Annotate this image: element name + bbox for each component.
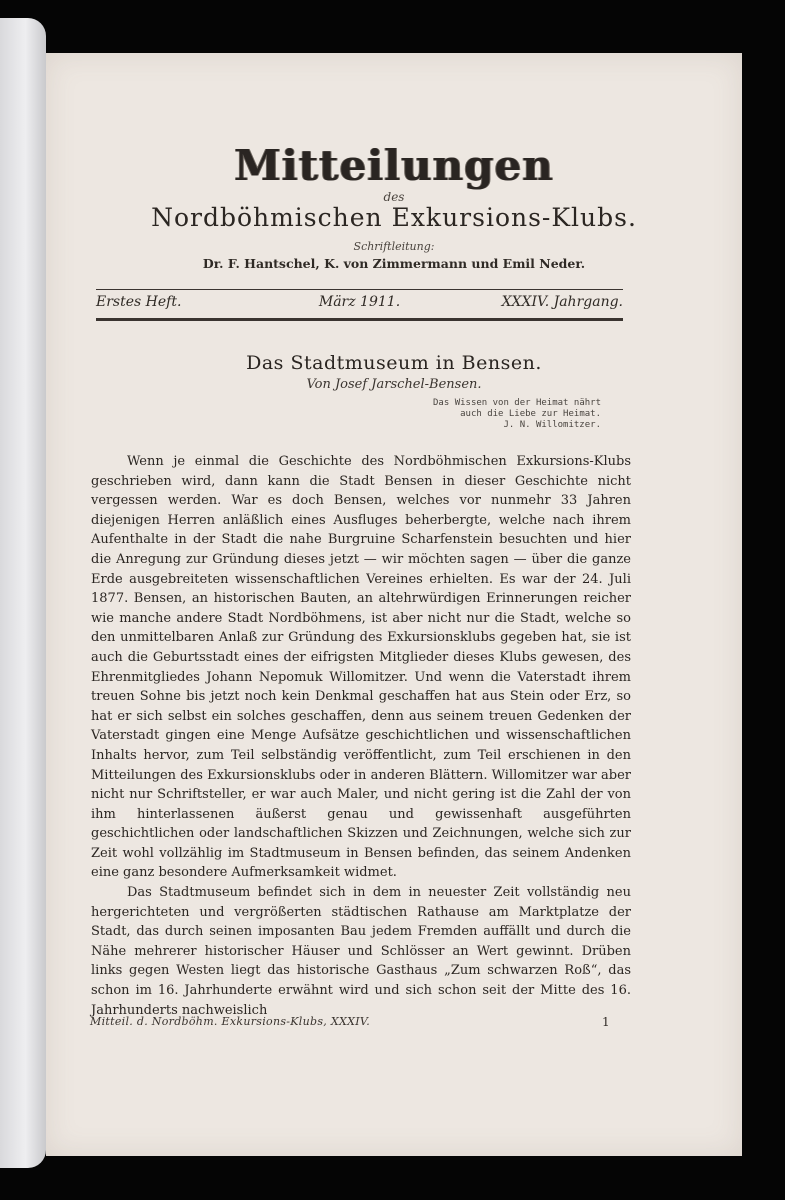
masthead-title: Mitteilungen [234, 141, 554, 190]
article-title: Das Stadtmuseum in Bensen. [246, 352, 542, 374]
article-body [91, 452, 631, 1020]
journal-page [46, 53, 742, 1156]
page-number: 1 [602, 1015, 610, 1029]
epigraph [386, 398, 601, 431]
left-page-edge [0, 18, 46, 1168]
editorship-label: Schriftleitung: [353, 240, 435, 253]
masthead-subtitle: Nordböhmischen Exkursions-Klubs. [151, 203, 637, 232]
body-paragraph: Das Stadtmuseum befindet sich in dem in neuester Zeit vollständig neu hergerichteten und vergrößerten städtischen Rathause am Marktplatze der Stadt, das durch seinen imposanten Bau jedem Fremden auffällt und durch die Nähe mehrerer historischer Häuser und Schlösser an Wert gewinnt. Drüben links gegen Westen liegt das historische Gasthaus „Zum schwarzen Roß“, das schon im 16. Jahrhunderte erwähnt wird und sich schon seit der Mitte des 16. Jahrhunderts nachweislich [91, 885, 631, 1018]
issue-volume: XXXIV. Jahrgang. [501, 294, 623, 310]
footer-journal-ref: Mitteil. d. Nordböhm. Exkursions-Klubs, XXXIV. [90, 1015, 371, 1028]
issue-rule-bottom [96, 318, 623, 321]
masthead-des: des [383, 190, 405, 204]
epigraph-attribution: J. N. Willomitzer. [503, 420, 601, 430]
issue-rule-top [96, 289, 623, 290]
body-paragraph: Wenn je einmal die Geschichte des Nordböhmischen Exkursions-Klubs geschrieben wird, dann kann die Stadt Bensen in dieser Geschichte nicht vergessen werden. War es doch Bensen, welches vor nunmehr 33 Jahren diejenigen Herren anläßlich eines Ausfluges beherbergte, welche nach ihrem Aufenthalte in der Stadt die nahe Burgruine Scharfenstein besuchten und hier die Anregung zur Gründung dieses jetzt — wir möchten sagen — über die ganze Erde ausgebreiteten wissenschaftlichen Vereines erhielten. Es war der 24. Juli 1877. Bensen, an historischen Bauten, an altehrwürdigen Erinnerungen reicher wie manche andere Stadt Nordböhmens, ist aber nicht nur die Stadt, welche so den unmittelbaren Anlaß zur Gründung des Exkursionsklubs gegeben hat, sie ist auch die Geburtsstadt eines der eifrigsten Mitglieder dieses Klubs gewesen, des Ehrenmitgliedes Johann Nepomuk Willomitzer. Und wenn die Vaterstadt ihrem treuen Sohne bis jetzt noch kein Denkmal geschaffen hat aus Stein oder Erz, so hat er sich selbst ein solches geschaffen, denn aus seinem treuen Gedenken der Vaterstadt gingen eine Menge Aufsätze geschichtlichen und wissenschaftlichen Inhalts hervor, zum Teil selbständig veröffentlicht, zum Teil erschienen in den Mitteilungen des Exkursionsklubs oder in anderen Blättern. Willomitzer war aber nicht nur Schriftsteller, er war auch Maler, und nicht gering ist die Zahl der von ihm hinterlassenen äußerst genau und gewissenhaft ausgeführten geschichtlichen oder landschaftlichen Skizzen und Zeichnungen, welche sich zur Zeit wohl vollzählig im Stadtmuseum in Bensen befinden, das seinem Andenken eine ganz besondere Aufmerksamkeit widmet. [91, 454, 631, 881]
epigraph-line: auch die Liebe zur Heimat. [460, 409, 601, 419]
article-author: Von Josef Jarschel-Bensen. [306, 377, 482, 392]
issue-info-row [96, 294, 623, 314]
epigraph-line: Das Wissen von der Heimat nährt [433, 398, 601, 408]
issue-date: März 1911. [318, 294, 401, 310]
issue-part: Erstes Heft. [96, 294, 182, 310]
editors-line: Dr. F. Hantschel, K. von Zimmermann und Emil Neder. [202, 256, 586, 271]
